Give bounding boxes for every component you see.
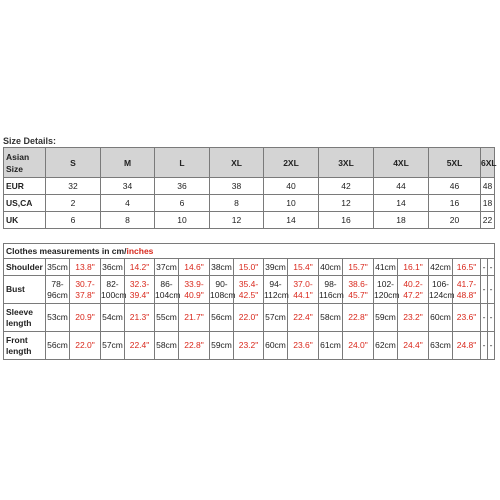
size-header-cell: 2XL: [264, 148, 319, 178]
size-details-title: Size Details:: [3, 136, 57, 146]
size-value-cell: 8: [101, 212, 155, 229]
size-value-cell: 48: [481, 178, 495, 195]
size-value-cell: 14: [374, 195, 429, 212]
inch-value-cell: 14.6": [179, 259, 210, 276]
cm-value-cell: 39cm: [264, 259, 288, 276]
size-header-cell: 5XL: [429, 148, 481, 178]
measurements-caption-text: Clothes measurements in cm/: [6, 245, 127, 256]
inch-value-cell: 22.4": [288, 304, 319, 332]
size-value-cell: 8: [210, 195, 264, 212]
cm-value-cell: -: [488, 332, 495, 360]
inch-value-cell: 23.2": [234, 332, 264, 360]
cm-value-cell: 102-120cm: [374, 276, 398, 304]
measurement-row: [4, 276, 495, 304]
inch-value-cell: 22.8": [343, 304, 374, 332]
inch-value-cell: 40.2-47.2": [398, 276, 429, 304]
inch-value-cell: 15.0": [234, 259, 264, 276]
cm-value-cell: 55cm: [155, 304, 179, 332]
measurement-label-text: Shoulder: [6, 261, 43, 272]
size-value-cell: 10: [264, 195, 319, 212]
size-value-cell: 6: [155, 195, 210, 212]
size-header-cell: 4XL: [374, 148, 429, 178]
size-header-cell: 6XL: [481, 148, 495, 178]
size-header-cell: S: [46, 148, 101, 178]
measurement-label: [4, 304, 46, 332]
inch-value-cell: 32.3-39.4": [125, 276, 155, 304]
cm-value-cell: -: [481, 276, 488, 304]
size-value-cell: 2: [46, 195, 101, 212]
measurement-row: [4, 332, 495, 360]
size-value-cell: 34: [101, 178, 155, 195]
cm-value-cell: 106-124cm: [429, 276, 453, 304]
cm-value-cell: 59cm: [210, 332, 234, 360]
cm-value-cell: 60cm: [264, 332, 288, 360]
size-value-cell: 18: [481, 195, 495, 212]
measurement-label: [4, 259, 46, 276]
inch-value-cell: 22.8": [179, 332, 210, 360]
cm-value-cell: 86-104cm: [155, 276, 179, 304]
inch-value-cell: 14.2": [125, 259, 155, 276]
size-header-cell: L: [155, 148, 210, 178]
cm-value-cell: -: [488, 259, 495, 276]
cm-value-cell: -: [488, 276, 495, 304]
cm-value-cell: 59cm: [374, 304, 398, 332]
cm-value-cell: 60cm: [429, 304, 453, 332]
inch-value-cell: 13.8": [70, 259, 101, 276]
inch-value-cell: 21.3": [125, 304, 155, 332]
inch-value-cell: 22.0": [234, 304, 264, 332]
cm-value-cell: 57cm: [101, 332, 125, 360]
inch-value-cell: 22.4": [125, 332, 155, 360]
size-value-cell: 12: [319, 195, 374, 212]
asian-size-label: Size: [6, 163, 24, 174]
size-value-cell: 4: [101, 195, 155, 212]
cm-value-cell: 58cm: [155, 332, 179, 360]
cm-value-cell: -: [481, 259, 488, 276]
measurement-label-text: length: [6, 345, 32, 356]
inch-value-cell: 22.0": [70, 332, 101, 360]
cm-value-cell: 90-108cm: [210, 276, 234, 304]
inch-value-cell: 30.7-37.8": [70, 276, 101, 304]
cm-value-cell: 36cm: [101, 259, 125, 276]
size-value-cell: 14: [264, 212, 319, 229]
inch-value-cell: 41.7-48.8": [453, 276, 481, 304]
cm-value-cell: 78-96cm: [46, 276, 70, 304]
measurements-caption-unit: inches: [126, 245, 154, 256]
size-row-label: US,CA: [4, 195, 46, 212]
asian-size-label: Asian: [6, 151, 30, 162]
cm-value-cell: 56cm: [46, 332, 70, 360]
cm-value-cell: -: [481, 332, 488, 360]
size-value-cell: 36: [155, 178, 210, 195]
size-row-label: UK: [4, 212, 46, 229]
measurements-caption-row: [4, 244, 495, 259]
size-value-cell: 16: [429, 195, 481, 212]
cm-value-cell: 56cm: [210, 304, 234, 332]
cm-value-cell: 61cm: [319, 332, 343, 360]
cm-value-cell: 94-112cm: [264, 276, 288, 304]
measurements-caption: [4, 244, 495, 259]
size-value-cell: 44: [374, 178, 429, 195]
inch-value-cell: 38.6-45.7": [343, 276, 374, 304]
size-row: [4, 195, 495, 212]
cm-value-cell: -: [488, 304, 495, 332]
cm-value-cell: 53cm: [46, 304, 70, 332]
size-value-cell: 32: [46, 178, 101, 195]
size-value-cell: 20: [429, 212, 481, 229]
size-value-cell: 40: [264, 178, 319, 195]
inch-value-cell: 16.5": [453, 259, 481, 276]
cm-value-cell: 58cm: [319, 304, 343, 332]
cm-value-cell: 63cm: [429, 332, 453, 360]
measurement-row: [4, 304, 495, 332]
cm-value-cell: 42cm: [429, 259, 453, 276]
size-header-cell: 3XL: [319, 148, 374, 178]
cm-value-cell: -: [481, 304, 488, 332]
inch-value-cell: 15.7": [343, 259, 374, 276]
measurements-table: [3, 243, 495, 360]
inch-value-cell: 16.1": [398, 259, 429, 276]
measurement-label-text: Bust: [6, 284, 25, 294]
measurement-row: [4, 259, 495, 276]
cm-value-cell: 35cm: [46, 259, 70, 276]
measurement-label-text: length: [6, 317, 32, 328]
size-value-cell: 16: [319, 212, 374, 229]
asian-size-header: [4, 148, 46, 178]
cm-value-cell: 82-100cm: [101, 276, 125, 304]
cm-value-cell: 54cm: [101, 304, 125, 332]
inch-value-cell: 15.4": [288, 259, 319, 276]
size-value-cell: 42: [319, 178, 374, 195]
inch-value-cell: 23.2": [398, 304, 429, 332]
cm-value-cell: 38cm: [210, 259, 234, 276]
size-row: [4, 212, 495, 229]
cm-value-cell: 37cm: [155, 259, 179, 276]
cm-value-cell: 57cm: [264, 304, 288, 332]
measurement-label-text: Sleeve: [6, 306, 33, 317]
size-value-cell: 18: [374, 212, 429, 229]
size-value-cell: 38: [210, 178, 264, 195]
inch-value-cell: 23.6": [453, 304, 481, 332]
inch-value-cell: 21.7": [179, 304, 210, 332]
size-value-cell: 10: [155, 212, 210, 229]
inch-value-cell: 24.4": [398, 332, 429, 360]
inch-value-cell: 37.0-44.1": [288, 276, 319, 304]
size-value-cell: 6: [46, 212, 101, 229]
size-row-label: EUR: [4, 178, 46, 195]
inch-value-cell: 35.4-42.5": [234, 276, 264, 304]
size-header-row: [4, 148, 495, 178]
cm-value-cell: 41cm: [374, 259, 398, 276]
measurement-label-text: Front: [6, 334, 28, 345]
size-value-cell: 22: [481, 212, 495, 229]
size-value-cell: 12: [210, 212, 264, 229]
size-conversion-table: [3, 147, 495, 229]
measurement-label: [4, 332, 46, 360]
size-row: [4, 178, 495, 195]
inch-value-cell: 23.6": [288, 332, 319, 360]
cm-value-cell: 62cm: [374, 332, 398, 360]
inch-value-cell: 33.9-40.9": [179, 276, 210, 304]
inch-value-cell: 24.0": [343, 332, 374, 360]
cm-value-cell: 98-116cm: [319, 276, 343, 304]
size-header-cell: M: [101, 148, 155, 178]
size-value-cell: 46: [429, 178, 481, 195]
cm-value-cell: 40cm: [319, 259, 343, 276]
size-header-cell: XL: [210, 148, 264, 178]
inch-value-cell: 20.9": [70, 304, 101, 332]
inch-value-cell: 24.8": [453, 332, 481, 360]
measurement-label: [4, 276, 46, 304]
